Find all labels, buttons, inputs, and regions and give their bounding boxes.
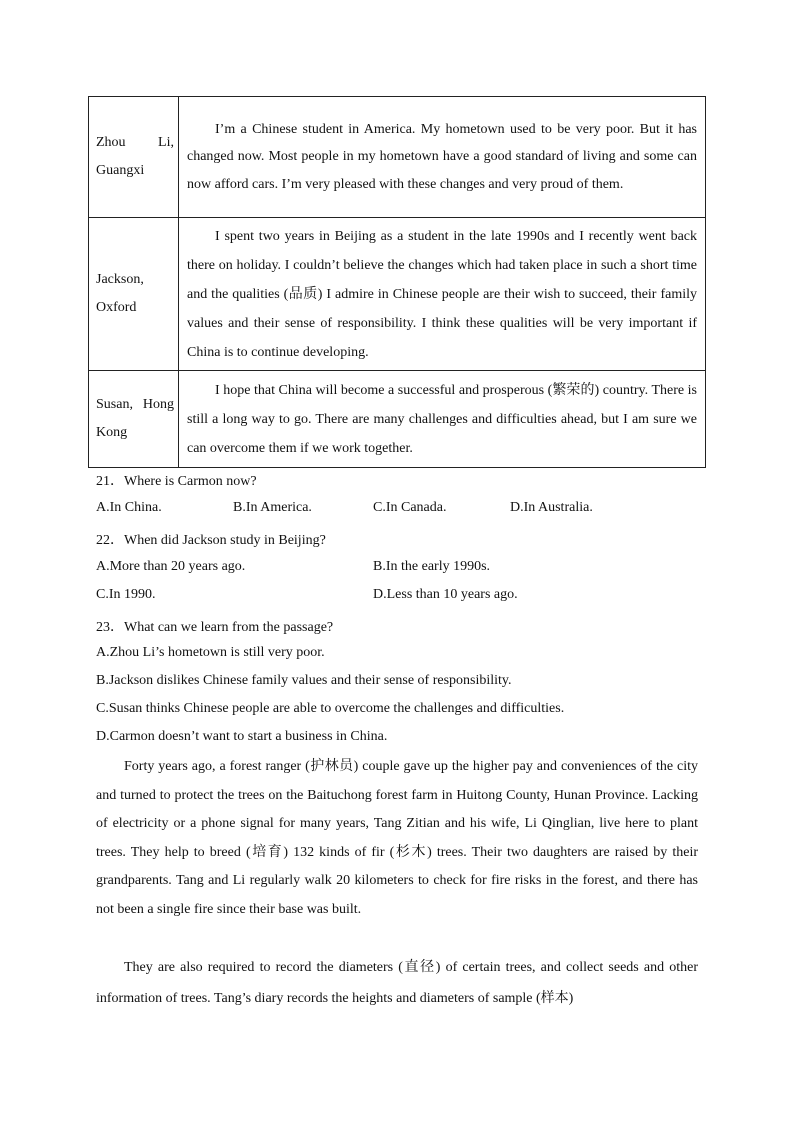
writer-name: Susan, Hong Kong <box>89 371 179 468</box>
answer-option: D.In Australia. <box>510 500 593 515</box>
answer-option: B.In America. <box>233 500 312 515</box>
answer-option: B.In the early 1990s. <box>373 559 491 574</box>
writer-message: I spent two years in Beijing as a student in the late 1990s and I recently went back there on holiday. I couldn’t believe the changes which had taken place in such a short time and the qualities (品质) I admire in Chinese people are their wish to succeed, their family values and their sense of responsibility. I think these qualities will be very important if China is to continue developing. <box>179 218 706 371</box>
answer-option: C.In Canada. <box>373 500 447 515</box>
passage-paragraph: Forty years ago, a forest ranger (护林员) couple gave up the higher pay and conveniences of the city and turned to protect the trees on the Baituchong forest farm in Huitong County, Hunan Province. Lacking of electricity or a phone signal for many years, Tang Zitian and his wife, Li Qinglian, live here to plant trees. They help to breed (培育) 132 kinds of fir (杉木) trees. Their two daughters are raised by their grandparents. Tang and Li regularly walk 20 kilometers to check for fire risks in the forest, and there has not been a single fire since their base was built. <box>96 759 698 917</box>
answer-option: A.More than 20 years ago. <box>96 559 246 574</box>
letters-table <box>88 96 706 468</box>
answer-option: A.In China. <box>96 500 162 515</box>
table-row <box>89 371 706 468</box>
writer-name: Zhou Li, Guangxi <box>89 97 179 218</box>
answer-option: C.In 1990. <box>96 587 156 602</box>
answer-option: D.Carmon doesn’t want to start a business in China. <box>96 729 388 744</box>
answer-option: A.Zhou Li’s hometown is still very poor. <box>96 645 325 660</box>
writer-message: I hope that China will become a successful and prosperous (繁荣的) country. There is still a long way to go. There are many challenges and difficulties ahead, but I am sure we can overcome them if we work together. <box>179 371 706 468</box>
passage-paragraph: They are also required to record the diameters (直径) of certain trees, and collect seeds and other information of trees. Tang’s diary records the heights and diameters of sample (样本) <box>96 960 698 1006</box>
answer-option: B.Jackson dislikes Chinese family values and their sense of responsibility. <box>96 673 512 688</box>
table-row <box>89 97 706 218</box>
writer-message: I’m a Chinese student in America. My hometown used to be very poor. But it has changed now. Most people in my hometown have a good standard of living and some can now afford cars. I’m very pleased with these changes and very proud of them. <box>179 97 706 218</box>
answer-option: D.Less than 10 years ago. <box>373 587 518 602</box>
question-stem: 21．Where is Carmon now? <box>96 474 257 489</box>
question-stem: 22．When did Jackson study in Beijing? <box>96 533 326 548</box>
question-stem: 23．What can we learn from the passage? <box>96 620 334 635</box>
table-row <box>89 218 706 371</box>
writer-name: Jackson, Oxford <box>89 218 179 371</box>
answer-option: C.Susan thinks Chinese people are able to overcome the challenges and difficulties. <box>96 701 565 716</box>
